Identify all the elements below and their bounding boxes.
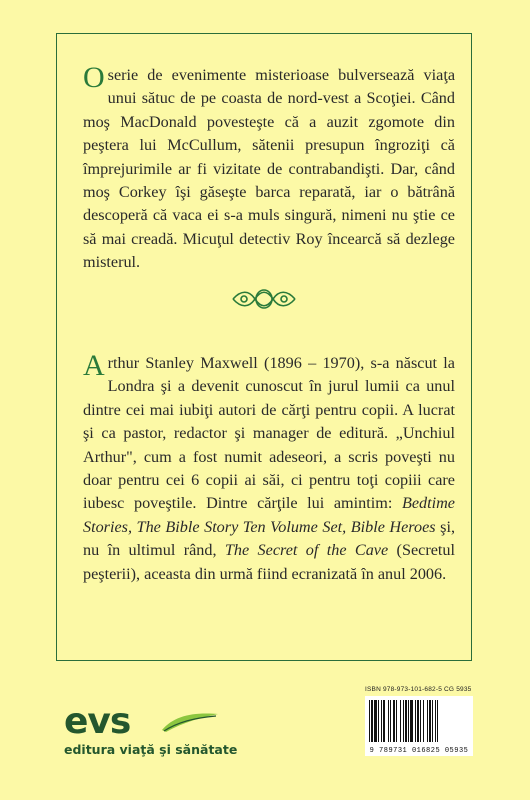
synopsis-paragraph xyxy=(83,61,455,275)
author-bio-text-1: rthur Stanley Maxwell (1896 – 1970), s-a născut la Londra şi a devenit cunoscut în jurul lumii ca unul dintre cei mai iubiţi autori de cărţi pentru copii. A lucrat şi ca pastor, redactor şi manager de editură. „Unchiul Arthur", cum a fost numit adeseori, a scris poveşti nu doar pentru cei 6 copii ai săi, ci pentru toţi copiii care iubesc poveştile. Dintre cărţile lui amintim: xyxy=(83,354,455,513)
isbn-label: ISBN 978-973-101-682-5 CG 5935 xyxy=(365,686,472,693)
synopsis-text: serie de evenimente misterioase bulversează viaţa unui sătuc de pe coasta de nord-vest a Scoţiei. Când moş MacDonald povesteşte că a auzit zgomote din peştera lui McCullum, sătenii presupun îngroziţi că împrejurimile ar fi vizitate de contrabandişti. Dar, când moş Corkey îşi găseşte barca reparată, iar o bătrână descoperă că vaca ei s-a muls singură, nimeni nu ştie ce să mai creadă. Micuţul detectiv Roy încearcă să dezlege misterul. xyxy=(83,66,455,272)
synopsis-dropcap: O xyxy=(83,61,105,94)
author-bio-dropcap: A xyxy=(83,349,105,382)
publisher-name: editura viaţă şi sănătate xyxy=(64,742,238,757)
publisher-logo-mark: evs xyxy=(64,701,131,742)
author-bio-titles-italic: Bedtime Stories, The Bible Story Ten Volume Set, Bible Heroes xyxy=(83,494,455,536)
barcode xyxy=(365,696,473,756)
leaf-swoosh-icon xyxy=(160,708,220,734)
author-bio-title-italic: The Secret of the Cave xyxy=(224,541,389,560)
celtic-knot-icon xyxy=(231,286,297,312)
author-bio-text-3: (Secretul peşterii), aceasta din urmă fiind ecranizată în anul 2006. xyxy=(83,541,455,583)
publisher-logo xyxy=(64,701,238,764)
barcode-bars xyxy=(365,696,473,746)
barcode-digits: 9 789731 016825 05935 xyxy=(369,747,469,755)
author-bio-paragraph xyxy=(83,349,455,586)
author-bio-text-2: şi, nu în ultimul rând, xyxy=(83,517,455,560)
